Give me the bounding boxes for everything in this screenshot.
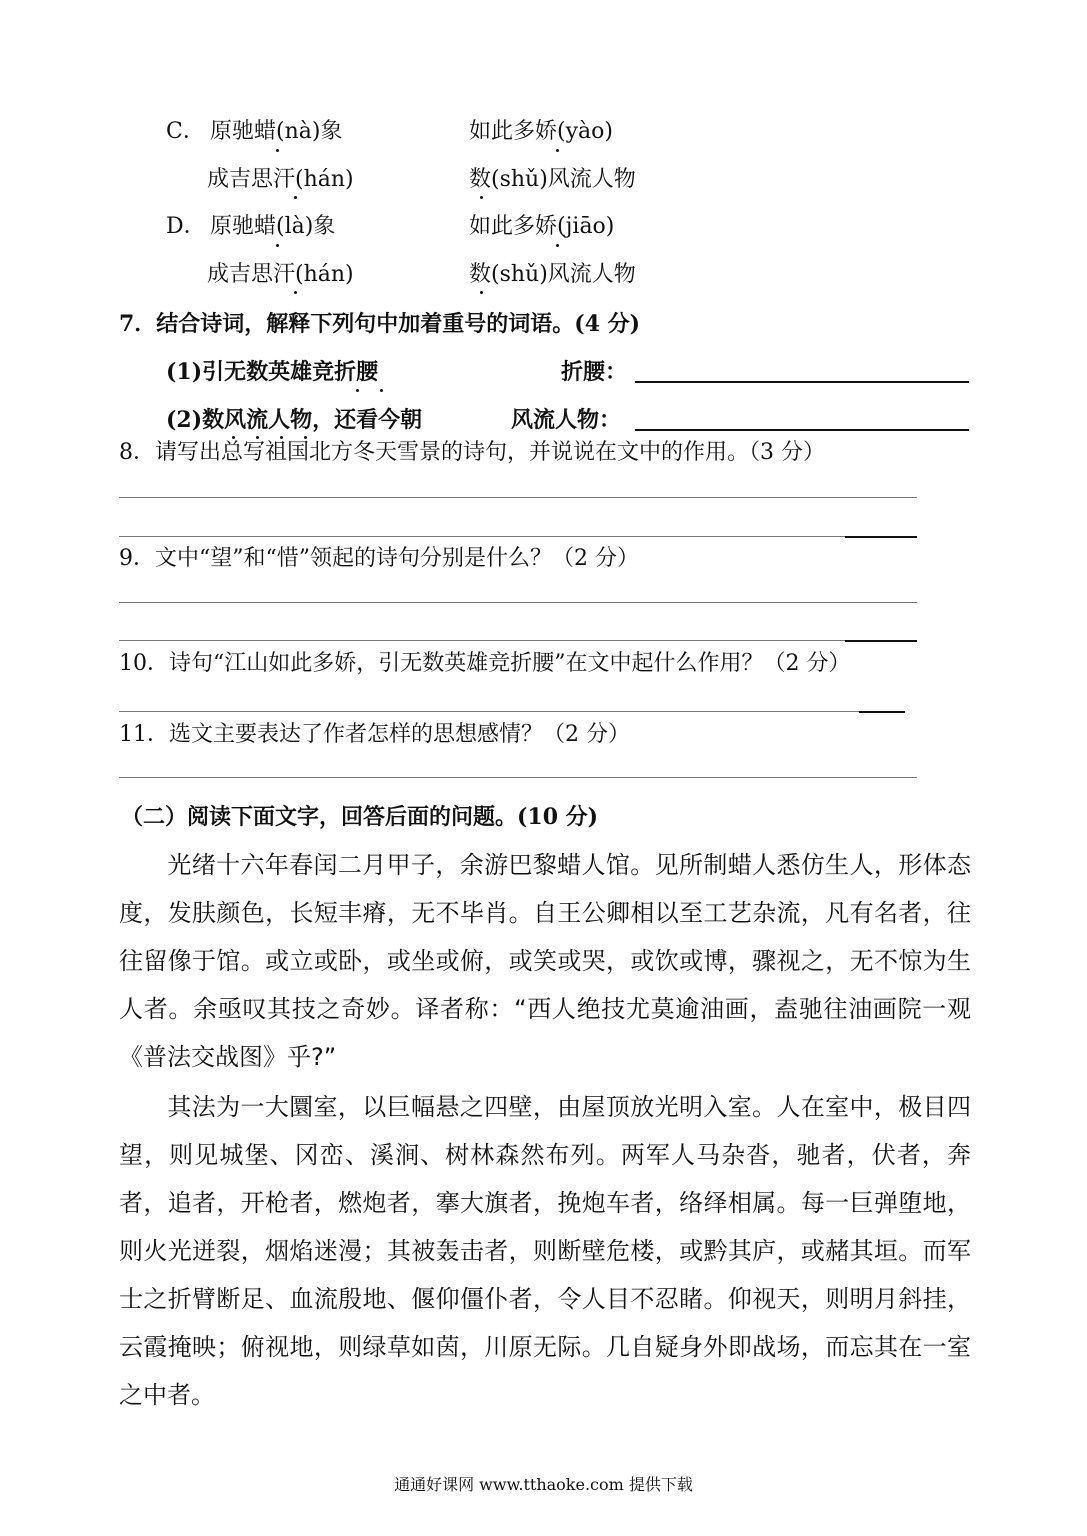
answer-line-end	[845, 536, 917, 538]
answer-line-end	[859, 711, 905, 713]
passage-paragraph-1-text: 光绪十六年春闰二月甲子，余游巴黎蜡人馆。见所制蜡人悉仿生人，形体态度，发肤颜色，长短丰瘠，无不毕肖。自王公卿相以至工艺杂流，凡有名者，往往留像于馆。或立或卧，或坐或俯，或笑或哭，或饮或博，骤视之，无不惊为生人者。余亟叹其技之奇妙。译者称：“西人绝技尤莫逾油画，盍驰往油画院一观《普法交战图》乎?”	[119, 851, 971, 1071]
question-7-item-2: (2)数风流人物，还看今朝	[166, 407, 423, 433]
answer-line[interactable]	[119, 777, 917, 778]
emphasis-dot	[556, 244, 559, 247]
option-d-item-3: 成吉思汗(hán)	[207, 262, 354, 287]
emphasis-dot	[480, 291, 483, 294]
page-footer: 通通好课网 www.tthaoke.com 提供下载	[394, 1475, 693, 1494]
answer-line-end	[845, 640, 917, 642]
section-2-heading: （二）阅读下面文字，回答后面的问题。(10 分)	[121, 804, 599, 830]
question-7-item-2-label: 风流人物：	[511, 407, 622, 433]
option-c-item-2: 如此多娇(yào)	[469, 119, 613, 144]
emphasis-dot	[276, 149, 279, 152]
question-11-stem: 11．选文主要表达了作者怎样的思想感情？（2 分）	[119, 722, 630, 747]
answer-line[interactable]	[635, 429, 969, 431]
option-c-item-4: 数(shǔ)风流人物	[469, 167, 636, 192]
answer-line[interactable]	[635, 381, 969, 383]
question-10-stem: 10．诗句“江山如此多娇，引无数英雄竞折腰”在文中起什么作用？（2 分）	[119, 651, 851, 676]
answer-line[interactable]	[119, 711, 859, 712]
passage-paragraph-1	[119, 841, 971, 1081]
option-d-item-1: 原驰蜡(là)象	[210, 214, 336, 239]
emphasis-dot	[556, 149, 559, 152]
emphasis-dot	[480, 196, 483, 199]
question-7-item-1-label: 折腰：	[561, 359, 628, 385]
option-d-item-2: 如此多娇(jiāo)	[469, 214, 615, 239]
answer-line[interactable]	[119, 640, 845, 641]
option-d-label: D．	[166, 214, 206, 239]
option-c-item-1: 原驰蜡(nà)象	[210, 119, 343, 144]
option-c-item-3: 成吉思汗(hán)	[207, 167, 354, 192]
question-8-stem: 8．请写出总写祖国北方冬天雪景的诗句，并说说在文中的作用。（3 分）	[119, 440, 825, 465]
option-c-label: C．	[166, 119, 205, 144]
question-7-stem: 7．结合诗词，解释下列句中加着重号的词语。(4 分)	[119, 311, 641, 337]
answer-line[interactable]	[119, 497, 917, 498]
emphasis-dot	[356, 389, 359, 392]
emphasis-dot	[294, 196, 297, 199]
answer-line[interactable]	[119, 536, 845, 537]
passage-paragraph-2	[119, 1083, 971, 1419]
passage-paragraph-2-text: 其法为一大圜室，以巨幅悬之四壁，由屋顶放光明入室。人在室中，极目四望，则见城堡、冈峦、溪涧、树林森然布列。两军人马杂沓，驰者，伏者，奔者，追者，开枪者，燃炮者，搴大旗者，挽炮车者，络绎相属。每一巨弹堕地，则火光迸裂，烟焰迷漫；其被轰击者，则断壁危楼，或黔其庐，或赭其垣。而军士之折臂断足、血流殷地、偃仰僵仆者，令人目不忍睹。仰视天，则明月斜挂，云霞掩映；俯视地，则绿草如茵，川原无际。几自疑身外即战场，而忘其在一室之中者。	[119, 1093, 971, 1409]
answer-line[interactable]	[119, 602, 917, 603]
emphasis-dot	[294, 291, 297, 294]
emphasis-dot	[276, 244, 279, 247]
question-7-item-1: (1)引无数英雄竞折腰	[166, 359, 379, 385]
question-9-stem: 9．文中“望”和“惜”领起的诗句分别是什么？（2 分）	[119, 546, 639, 571]
option-d-item-4: 数(shǔ)风流人物	[469, 262, 636, 287]
emphasis-dot	[380, 389, 383, 392]
